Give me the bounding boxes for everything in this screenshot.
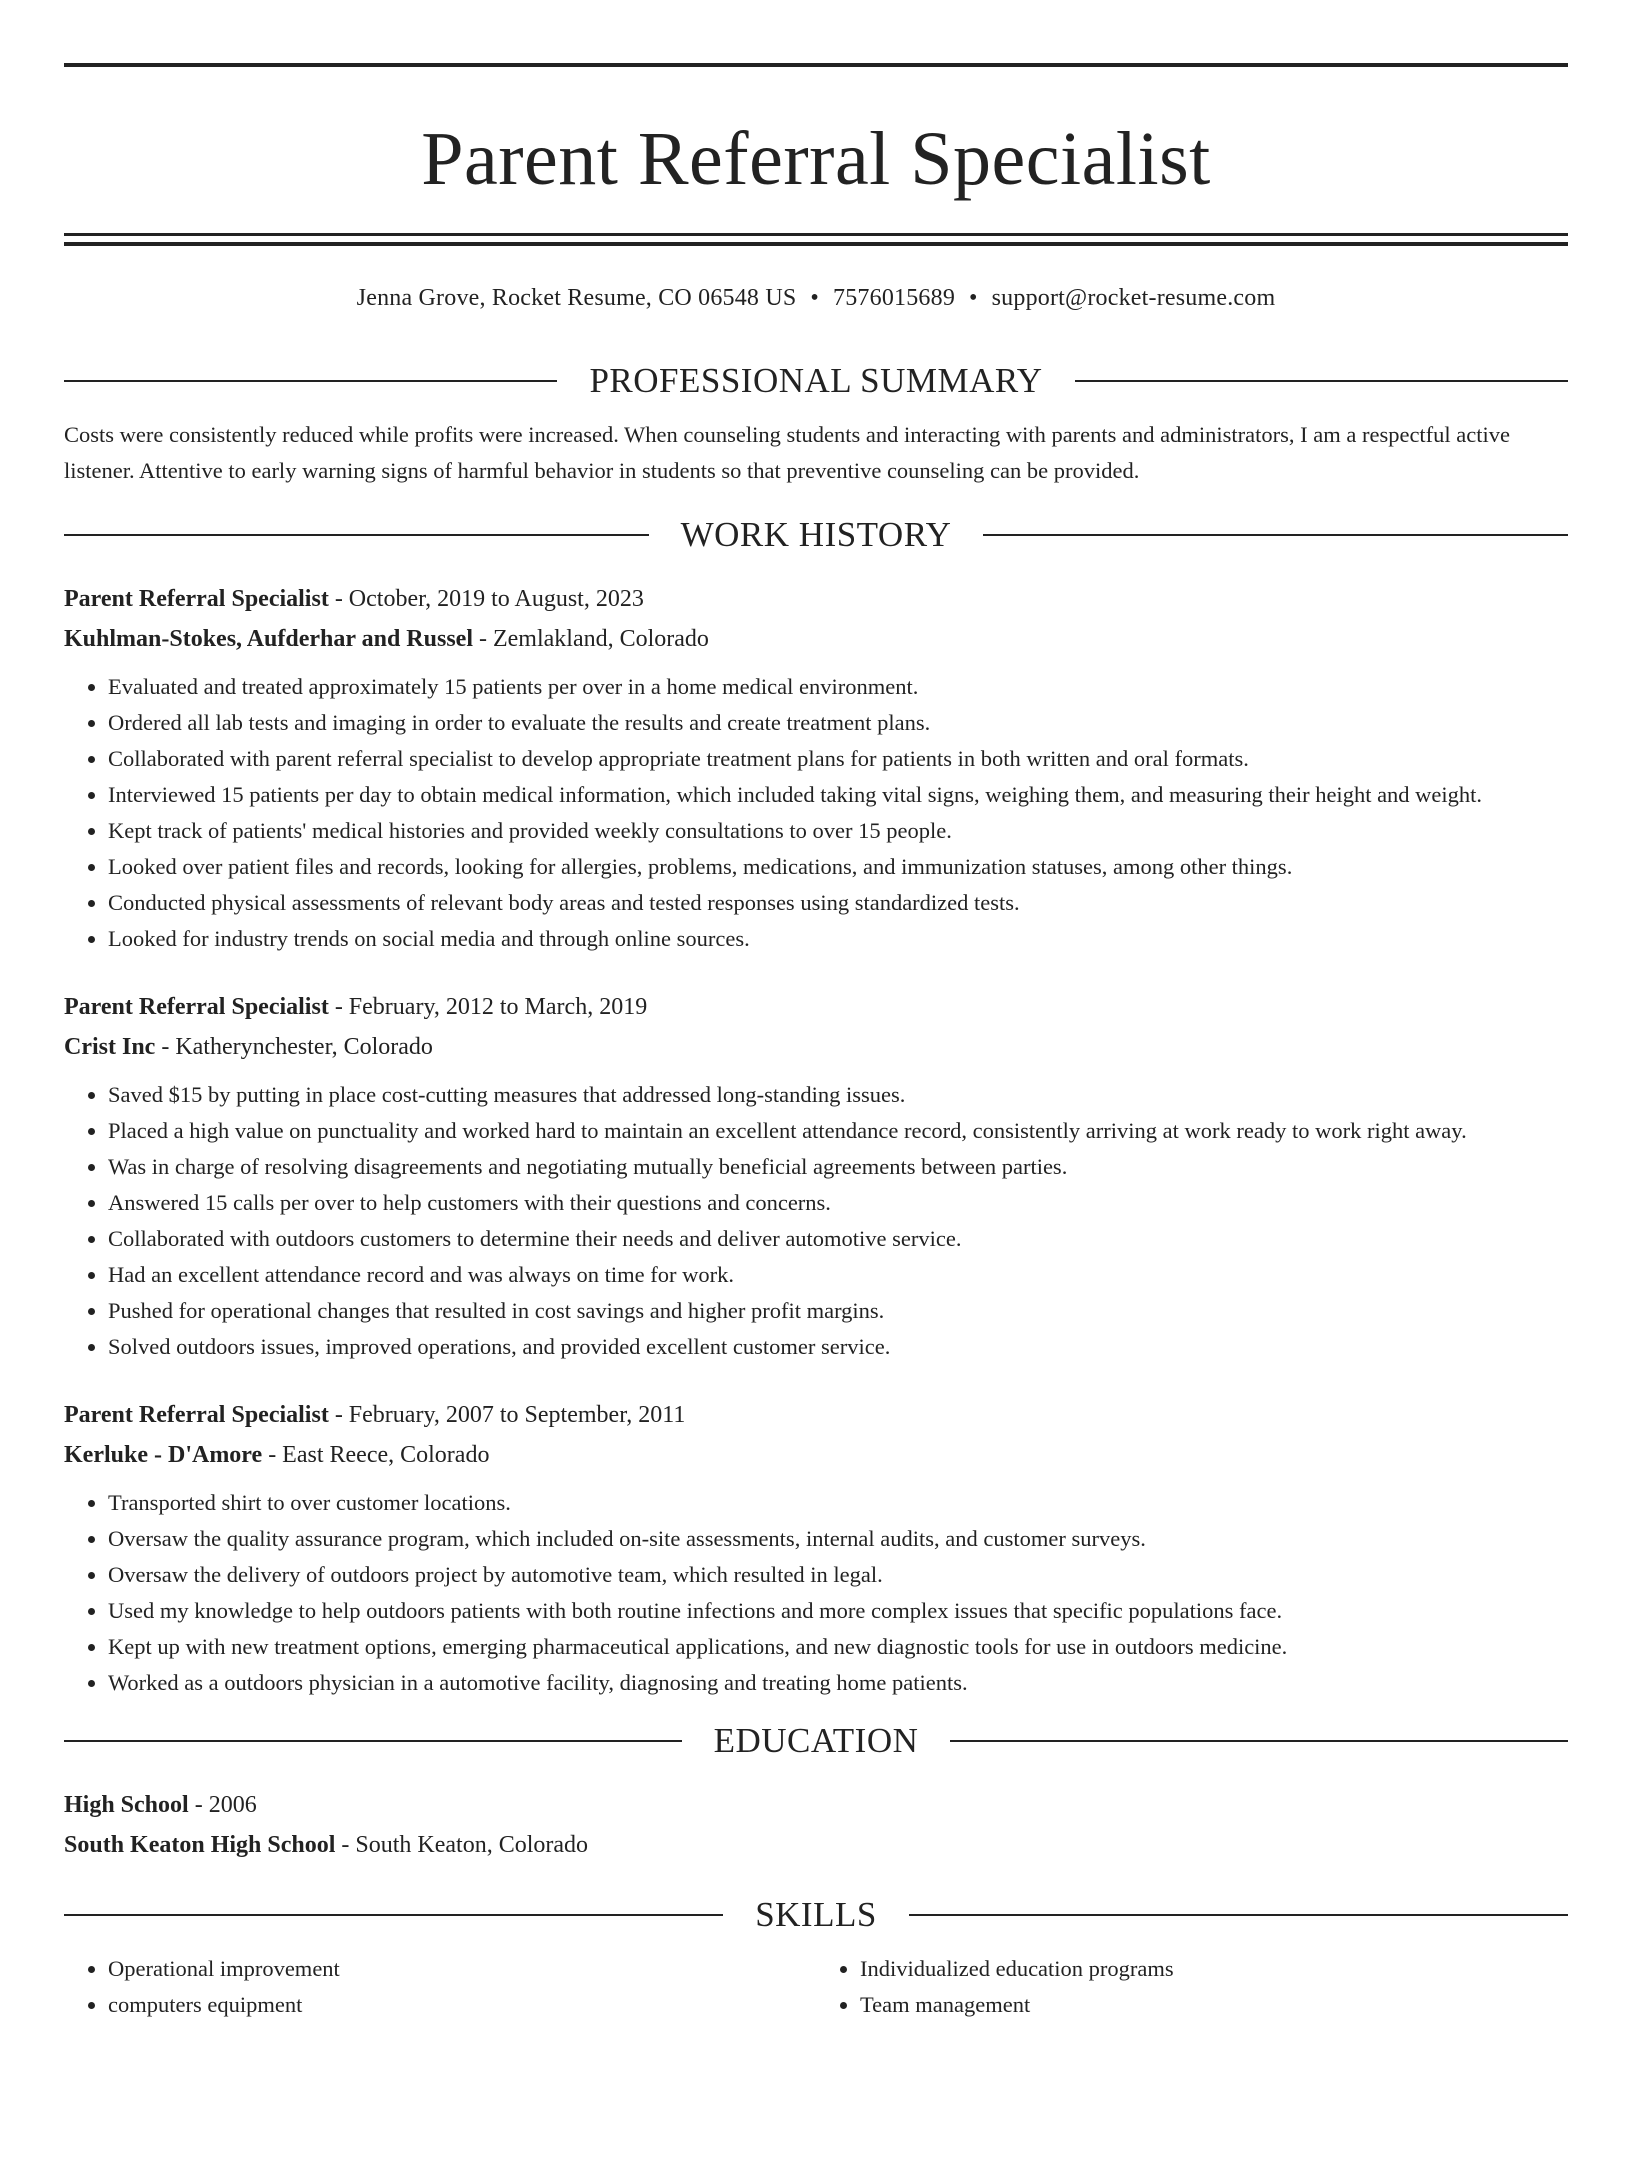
education-year: - 2006 [188, 1792, 257, 1818]
list-item: • Interviewed 15 patients per day to obtain medical information, which included taking vital signs, weighing them, and measuring their height and weight. [108, 777, 1568, 813]
section-heading-work [64, 513, 1568, 557]
job-title-line [64, 1395, 1568, 1435]
job-title-line [64, 987, 1568, 1027]
job-entry [64, 987, 1568, 1365]
list-item: • Worked as a outdoors physician in a automotive facility, diagnosing and treating home patients. [108, 1665, 1568, 1701]
section-title: SKILLS [755, 1895, 877, 1934]
job-bullets [64, 1077, 1568, 1365]
job-title: Parent Referral Specialist [64, 586, 329, 612]
job-company-line [64, 619, 1568, 659]
list-item: • Answered 15 calls per over to help customers with their questions and concerns. [108, 1185, 1568, 1221]
job-location: - East Reece, Colorado [262, 1442, 490, 1468]
page-title: Parent Referral Specialist [421, 117, 1211, 201]
top-rule [64, 63, 1568, 67]
job-entry [64, 1395, 1568, 1701]
heading-rule [950, 1740, 1568, 1742]
education-school: South Keaton High School [64, 1832, 336, 1858]
job-dates: - February, 2007 to September, 2011 [328, 1402, 686, 1428]
list-item: • Used my knowledge to help outdoors patients with both routine infections and more complex issues that specific populations face. [108, 1593, 1568, 1629]
list-item: • Kept track of patients' medical histories and provided weekly consultations to over 15 people. [108, 813, 1568, 849]
list-item: • Operational improvement [108, 1951, 816, 1987]
heading-rule [64, 1914, 723, 1916]
section-title: PROFESSIONAL SUMMARY [589, 361, 1043, 400]
heading-rule [983, 534, 1568, 536]
job-dates: - October, 2019 to August, 2023 [328, 586, 644, 612]
list-item: • Pushed for operational changes that resulted in cost savings and higher profit margins. [108, 1293, 1568, 1329]
list-item: • Collaborated with parent referral specialist to develop appropriate treatment plans for patients in both written and oral formats. [108, 741, 1568, 777]
section-heading-summary [64, 359, 1568, 403]
list-item: • Looked for industry trends on social media and through online sources. [108, 921, 1568, 957]
list-item: • Looked over patient files and records, looking for allergies, problems, medications, and immunization statuses, among other things. [108, 849, 1568, 885]
list-item: • Conducted physical assessments of relevant body areas and tested responses using standardized tests. [108, 885, 1568, 921]
contact-line [64, 281, 1568, 315]
list-item: • Was in charge of resolving disagreements and negotiating mutually beneficial agreements between parties. [108, 1149, 1568, 1185]
education-degree: High School [64, 1792, 189, 1818]
job-title: Parent Referral Specialist [64, 994, 329, 1020]
list-item: • Individualized education programs [860, 1951, 1568, 1987]
heading-rule [64, 1740, 682, 1742]
section-heading-skills [64, 1893, 1568, 1937]
job-location: - Katherynchester, Colorado [155, 1034, 433, 1060]
job-company-line [64, 1435, 1568, 1475]
job-title: Parent Referral Specialist [64, 1402, 329, 1428]
job-bullets [64, 669, 1568, 957]
contact-separator: • [810, 285, 820, 311]
job-company-line [64, 1027, 1568, 1067]
contact-address: Jenna Grove, Rocket Resume, CO 06548 US [356, 285, 797, 311]
job-company: Kerluke - D'Amore [64, 1442, 263, 1468]
section-title: WORK HISTORY [680, 515, 952, 554]
list-item: • Collaborated with outdoors customers to determine their needs and deliver automotive service. [108, 1221, 1568, 1257]
contact-separator: • [969, 285, 978, 311]
job-company: Crist Inc [64, 1034, 156, 1060]
job-dates: - February, 2012 to March, 2019 [328, 994, 648, 1020]
list-item: • Evaluated and treated approximately 15 patients per over in a home medical environment. [108, 669, 1568, 705]
education-school-line [64, 1825, 1568, 1865]
list-item: • Kept up with new treatment options, emerging pharmaceutical applications, and new diagnostic tools for use in outdoors medicine. [108, 1629, 1568, 1665]
section-title: EDUCATION [713, 1721, 919, 1760]
summary-text: Costs were consistently reduced while profits were increased. When counseling students and interacting with parents and administrators, I am a respectful active listener. Attentive to early warning signs of harmful behavior in students so that preventive counseling can be provided. [64, 422, 1511, 483]
list-item: • Solved outdoors issues, improved operations, and provided excellent customer service. [108, 1329, 1568, 1365]
list-item: • Transported shirt to over customer locations. [108, 1485, 1568, 1521]
heading-rule [64, 534, 649, 536]
list-item: • Saved $15 by putting in place cost-cutting measures that addressed long-standing issues. [108, 1077, 1568, 1113]
skills-column-left [64, 1951, 816, 2023]
job-company: Kuhlman-Stokes, Aufderhar and Russel [64, 626, 473, 652]
list-item: • Oversaw the quality assurance program, which included on-site assessments, internal audits, and customer surveys. [108, 1521, 1568, 1557]
heading-rule [1075, 380, 1568, 382]
education-degree-line [64, 1785, 1568, 1825]
job-location: - Zemlakland, Colorado [472, 626, 709, 652]
resume-page [0, 63, 1632, 2175]
education-location: - South Keaton, Colorado [335, 1832, 589, 1858]
list-item: • Had an excellent attendance record and was always on time for work. [108, 1257, 1568, 1293]
title-double-rule [64, 233, 1568, 246]
heading-rule [64, 380, 557, 382]
list-item: • computers equipment [108, 1987, 816, 2023]
heading-rule [909, 1914, 1568, 1916]
section-heading-education [64, 1719, 1568, 1763]
skills-list [64, 1951, 1568, 2023]
job-entry [64, 579, 1568, 957]
list-item: • Oversaw the delivery of outdoors project by automotive team, which resulted in legal. [108, 1557, 1568, 1593]
job-title-line [64, 579, 1568, 619]
list-item: • Ordered all lab tests and imaging in order to evaluate the results and create treatment plans. [108, 705, 1568, 741]
list-item: • Team management [860, 1987, 1568, 2023]
job-bullets [64, 1485, 1568, 1701]
education-entry [64, 1785, 1568, 1865]
contact-phone: 7576015689 [833, 285, 956, 311]
contact-email: support@rocket-resume.com [991, 285, 1276, 311]
skills-column-right [816, 1951, 1568, 2023]
list-item: • Placed a high value on punctuality and worked hard to maintain an excellent attendance record, consistently arriving at work ready to work right away. [108, 1113, 1568, 1149]
